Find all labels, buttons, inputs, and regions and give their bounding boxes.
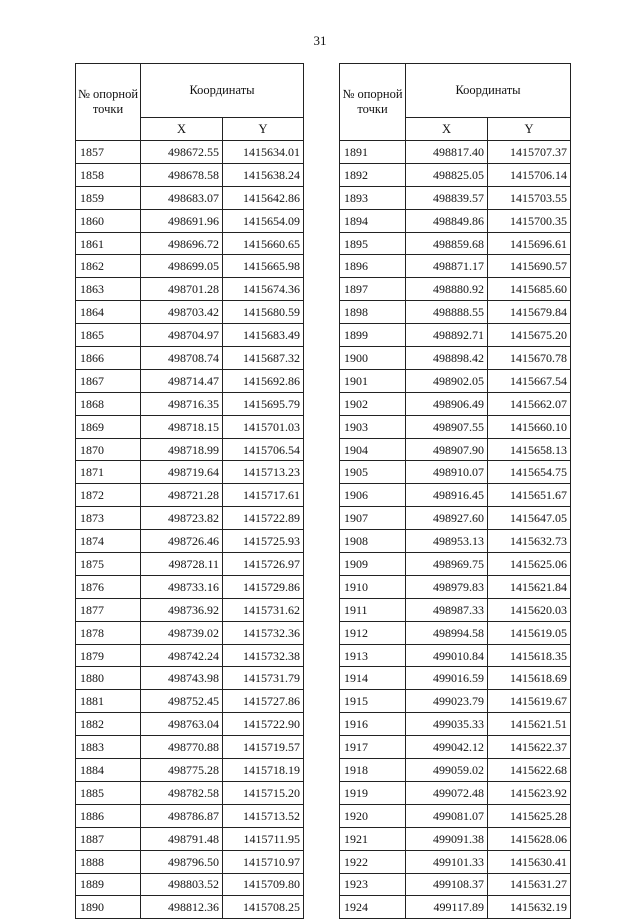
cell-y: 1415628.06 [488,827,571,850]
cell-x: 498786.87 [141,804,223,827]
table-row [76,575,304,598]
cell-x: 498892.71 [406,324,488,347]
cell-y: 1415706.54 [223,438,304,461]
table-row [340,896,571,919]
header-y: Y [223,118,304,141]
cell-y: 1415715.20 [223,781,304,804]
cell-point-number: 1876 [76,575,141,598]
table-row [76,369,304,392]
table-row [340,324,571,347]
table-row [340,163,571,186]
table-row [76,827,304,850]
cell-x: 498994.58 [406,621,488,644]
cell-x: 498953.13 [406,530,488,553]
cell-point-number: 1899 [340,324,406,347]
cell-x: 498775.28 [141,759,223,782]
cell-y: 1415718.19 [223,759,304,782]
cell-x: 498699.05 [141,255,223,278]
cell-point-number: 1922 [340,850,406,873]
cell-point-number: 1908 [340,530,406,553]
cell-x: 499101.33 [406,850,488,873]
cell-point-number: 1903 [340,415,406,438]
cell-x: 498812.36 [141,896,223,919]
cell-x: 498739.02 [141,621,223,644]
cell-x: 498752.45 [141,690,223,713]
table-row [76,621,304,644]
cell-x: 498859.68 [406,232,488,255]
cell-point-number: 1909 [340,553,406,576]
header-coordinates: Координаты [406,64,571,118]
cell-point-number: 1857 [76,141,141,164]
cell-x: 498969.75 [406,553,488,576]
table-row [76,438,304,461]
table-row [340,827,571,850]
header-y: Y [488,118,571,141]
cell-y: 1415625.28 [488,804,571,827]
cell-y: 1415731.79 [223,667,304,690]
cell-y: 1415692.86 [223,369,304,392]
cell-x: 498763.04 [141,713,223,736]
table-row [76,461,304,484]
header-x: X [406,118,488,141]
coordinates-table-right [339,63,571,919]
cell-y: 1415703.55 [488,186,571,209]
cell-y: 1415709.80 [223,873,304,896]
page-number: 31 [313,33,327,48]
cell-point-number: 1904 [340,438,406,461]
header-x: X [141,118,223,141]
cell-x: 498880.92 [406,278,488,301]
cell-y: 1415731.62 [223,598,304,621]
cell-x: 498907.90 [406,438,488,461]
table-row [76,713,304,736]
cell-y: 1415662.07 [488,392,571,415]
table-row [76,553,304,576]
cell-x: 498796.50 [141,850,223,873]
table-row [340,850,571,873]
table-row [340,392,571,415]
cell-y: 1415722.89 [223,507,304,530]
table-row [76,896,304,919]
header-point-number: № опорной точки [76,64,141,141]
cell-point-number: 1910 [340,575,406,598]
table-row [76,759,304,782]
cell-x: 498728.11 [141,553,223,576]
cell-x: 498678.58 [141,163,223,186]
cell-y: 1415690.57 [488,255,571,278]
table-row [340,759,571,782]
cell-y: 1415711.95 [223,827,304,850]
cell-x: 498791.48 [141,827,223,850]
table-row [76,690,304,713]
cell-point-number: 1868 [76,392,141,415]
table-row [76,141,304,164]
cell-point-number: 1891 [340,141,406,164]
cell-x: 498898.42 [406,347,488,370]
cell-x: 498696.72 [141,232,223,255]
cell-point-number: 1864 [76,301,141,324]
cell-x: 498672.55 [141,141,223,164]
cell-x: 498910.07 [406,461,488,484]
cell-x: 498979.83 [406,575,488,598]
cell-y: 1415683.49 [223,324,304,347]
cell-y: 1415618.69 [488,667,571,690]
table-row [340,461,571,484]
cell-x: 498721.28 [141,484,223,507]
cell-y: 1415620.03 [488,598,571,621]
cell-y: 1415631.27 [488,873,571,896]
cell-point-number: 1871 [76,461,141,484]
cell-point-number: 1919 [340,781,406,804]
table-row [76,278,304,301]
cell-point-number: 1887 [76,827,141,850]
table-row [340,507,571,530]
cell-x: 498736.92 [141,598,223,621]
cell-y: 1415706.14 [488,163,571,186]
cell-x: 498733.16 [141,575,223,598]
table-row [76,781,304,804]
cell-y: 1415696.61 [488,232,571,255]
table-row [340,736,571,759]
cell-x: 499035.33 [406,713,488,736]
cell-y: 1415727.86 [223,690,304,713]
cell-point-number: 1896 [340,255,406,278]
cell-x: 498916.45 [406,484,488,507]
cell-point-number: 1893 [340,186,406,209]
cell-x: 499042.12 [406,736,488,759]
table-row [340,690,571,713]
cell-point-number: 1881 [76,690,141,713]
cell-y: 1415680.59 [223,301,304,324]
cell-x: 498742.24 [141,644,223,667]
cell-x: 498902.05 [406,369,488,392]
cell-point-number: 1894 [340,209,406,232]
coordinates-table-left [75,63,304,919]
cell-x: 499010.84 [406,644,488,667]
cell-x: 498716.35 [141,392,223,415]
cell-x: 498723.82 [141,507,223,530]
table-row [76,850,304,873]
cell-point-number: 1879 [76,644,141,667]
cell-point-number: 1882 [76,713,141,736]
cell-point-number: 1918 [340,759,406,782]
cell-y: 1415622.68 [488,759,571,782]
cell-point-number: 1885 [76,781,141,804]
cell-x: 498849.86 [406,209,488,232]
table-row [340,438,571,461]
cell-y: 1415651.67 [488,484,571,507]
cell-point-number: 1872 [76,484,141,507]
table-row [340,232,571,255]
cell-point-number: 1920 [340,804,406,827]
cell-point-number: 1890 [76,896,141,919]
table-row [76,392,304,415]
cell-x: 499081.07 [406,804,488,827]
cell-x: 499091.38 [406,827,488,850]
cell-point-number: 1878 [76,621,141,644]
cell-point-number: 1902 [340,392,406,415]
cell-point-number: 1859 [76,186,141,209]
cell-y: 1415632.73 [488,530,571,553]
table-row [76,598,304,621]
table-row [76,507,304,530]
cell-point-number: 1889 [76,873,141,896]
cell-y: 1415621.84 [488,575,571,598]
cell-point-number: 1870 [76,438,141,461]
table-row [340,713,571,736]
cell-y: 1415660.10 [488,415,571,438]
cell-y: 1415667.54 [488,369,571,392]
cell-y: 1415713.52 [223,804,304,827]
cell-point-number: 1869 [76,415,141,438]
cell-y: 1415632.19 [488,896,571,919]
table-row [76,232,304,255]
table-row [76,736,304,759]
cell-point-number: 1863 [76,278,141,301]
cell-y: 1415708.25 [223,896,304,919]
cell-point-number: 1906 [340,484,406,507]
cell-point-number: 1861 [76,232,141,255]
cell-y: 1415621.51 [488,713,571,736]
cell-y: 1415701.03 [223,415,304,438]
table-row [340,301,571,324]
table-row [76,644,304,667]
cell-point-number: 1905 [340,461,406,484]
cell-y: 1415725.93 [223,530,304,553]
cell-y: 1415618.35 [488,644,571,667]
cell-point-number: 1877 [76,598,141,621]
cell-y: 1415647.05 [488,507,571,530]
table-row [340,347,571,370]
cell-y: 1415687.32 [223,347,304,370]
table-row [340,484,571,507]
table-row [340,804,571,827]
cell-y: 1415622.37 [488,736,571,759]
cell-y: 1415642.86 [223,186,304,209]
cell-x: 498770.88 [141,736,223,759]
cell-point-number: 1912 [340,621,406,644]
cell-y: 1415630.41 [488,850,571,873]
cell-x: 499016.59 [406,667,488,690]
table-row [340,873,571,896]
cell-point-number: 1865 [76,324,141,347]
table-row [340,781,571,804]
table-row [340,553,571,576]
cell-x: 498839.57 [406,186,488,209]
table-row [76,186,304,209]
cell-point-number: 1883 [76,736,141,759]
cell-x: 498888.55 [406,301,488,324]
table-row [340,369,571,392]
table-row [76,301,304,324]
cell-x: 498906.49 [406,392,488,415]
cell-x: 499108.37 [406,873,488,896]
table-row [340,598,571,621]
table-row [340,530,571,553]
table-row [76,804,304,827]
cell-x: 498714.47 [141,369,223,392]
cell-x: 498782.58 [141,781,223,804]
cell-point-number: 1898 [340,301,406,324]
table-row [76,324,304,347]
cell-point-number: 1895 [340,232,406,255]
cell-y: 1415719.57 [223,736,304,759]
cell-point-number: 1875 [76,553,141,576]
cell-y: 1415732.38 [223,644,304,667]
table-row [340,644,571,667]
cell-x: 498719.64 [141,461,223,484]
cell-x: 498927.60 [406,507,488,530]
cell-x: 498691.96 [141,209,223,232]
table-row [340,667,571,690]
cell-x: 498718.99 [141,438,223,461]
cell-point-number: 1916 [340,713,406,736]
cell-y: 1415623.92 [488,781,571,804]
cell-y: 1415619.05 [488,621,571,644]
cell-x: 499023.79 [406,690,488,713]
cell-point-number: 1874 [76,530,141,553]
cell-y: 1415722.90 [223,713,304,736]
header-point-number: № опорной точки [340,64,406,141]
cell-y: 1415707.37 [488,141,571,164]
cell-x: 498683.07 [141,186,223,209]
cell-y: 1415670.78 [488,347,571,370]
cell-x: 499059.02 [406,759,488,782]
cell-y: 1415675.20 [488,324,571,347]
cell-x: 499072.48 [406,781,488,804]
header-coordinates: Координаты [141,64,304,118]
cell-y: 1415732.36 [223,621,304,644]
cell-y: 1415625.06 [488,553,571,576]
cell-point-number: 1900 [340,347,406,370]
cell-point-number: 1873 [76,507,141,530]
cell-x: 498701.28 [141,278,223,301]
cell-point-number: 1907 [340,507,406,530]
cell-x: 498825.05 [406,163,488,186]
cell-x: 498987.33 [406,598,488,621]
cell-x: 498703.42 [141,301,223,324]
cell-x: 498907.55 [406,415,488,438]
table-row [340,209,571,232]
cell-y: 1415654.75 [488,461,571,484]
cell-point-number: 1892 [340,163,406,186]
cell-x: 499117.89 [406,896,488,919]
table-row [340,186,571,209]
cell-point-number: 1884 [76,759,141,782]
cell-point-number: 1858 [76,163,141,186]
cell-y: 1415638.24 [223,163,304,186]
cell-point-number: 1917 [340,736,406,759]
cell-point-number: 1888 [76,850,141,873]
table-row [76,484,304,507]
cell-point-number: 1914 [340,667,406,690]
cell-point-number: 1923 [340,873,406,896]
cell-point-number: 1866 [76,347,141,370]
cell-x: 498803.52 [141,873,223,896]
cell-x: 498871.17 [406,255,488,278]
cell-y: 1415710.97 [223,850,304,873]
cell-point-number: 1897 [340,278,406,301]
cell-x: 498726.46 [141,530,223,553]
cell-x: 498708.74 [141,347,223,370]
table-row [76,667,304,690]
cell-x: 498817.40 [406,141,488,164]
table-row [340,415,571,438]
table-row [340,255,571,278]
table-row [76,873,304,896]
cell-y: 1415654.09 [223,209,304,232]
cell-point-number: 1880 [76,667,141,690]
cell-y: 1415665.98 [223,255,304,278]
table-row [76,163,304,186]
table-row [76,209,304,232]
cell-point-number: 1921 [340,827,406,850]
cell-point-number: 1886 [76,804,141,827]
cell-y: 1415700.35 [488,209,571,232]
cell-y: 1415634.01 [223,141,304,164]
table-row [76,347,304,370]
cell-y: 1415674.36 [223,278,304,301]
cell-y: 1415679.84 [488,301,571,324]
cell-y: 1415619.67 [488,690,571,713]
table-row [340,141,571,164]
cell-y: 1415717.61 [223,484,304,507]
cell-point-number: 1913 [340,644,406,667]
table-row [76,530,304,553]
cell-x: 498743.98 [141,667,223,690]
table-row [76,255,304,278]
cell-x: 498704.97 [141,324,223,347]
cell-x: 498718.15 [141,415,223,438]
cell-point-number: 1867 [76,369,141,392]
table-row [340,621,571,644]
cell-point-number: 1915 [340,690,406,713]
cell-y: 1415726.97 [223,553,304,576]
table-row [76,415,304,438]
cell-y: 1415685.60 [488,278,571,301]
cell-point-number: 1911 [340,598,406,621]
cell-point-number: 1924 [340,896,406,919]
cell-y: 1415658.13 [488,438,571,461]
cell-y: 1415695.79 [223,392,304,415]
cell-y: 1415729.86 [223,575,304,598]
cell-y: 1415660.65 [223,232,304,255]
table-row [340,278,571,301]
cell-point-number: 1860 [76,209,141,232]
table-row [340,575,571,598]
cell-y: 1415713.23 [223,461,304,484]
cell-point-number: 1862 [76,255,141,278]
cell-point-number: 1901 [340,369,406,392]
